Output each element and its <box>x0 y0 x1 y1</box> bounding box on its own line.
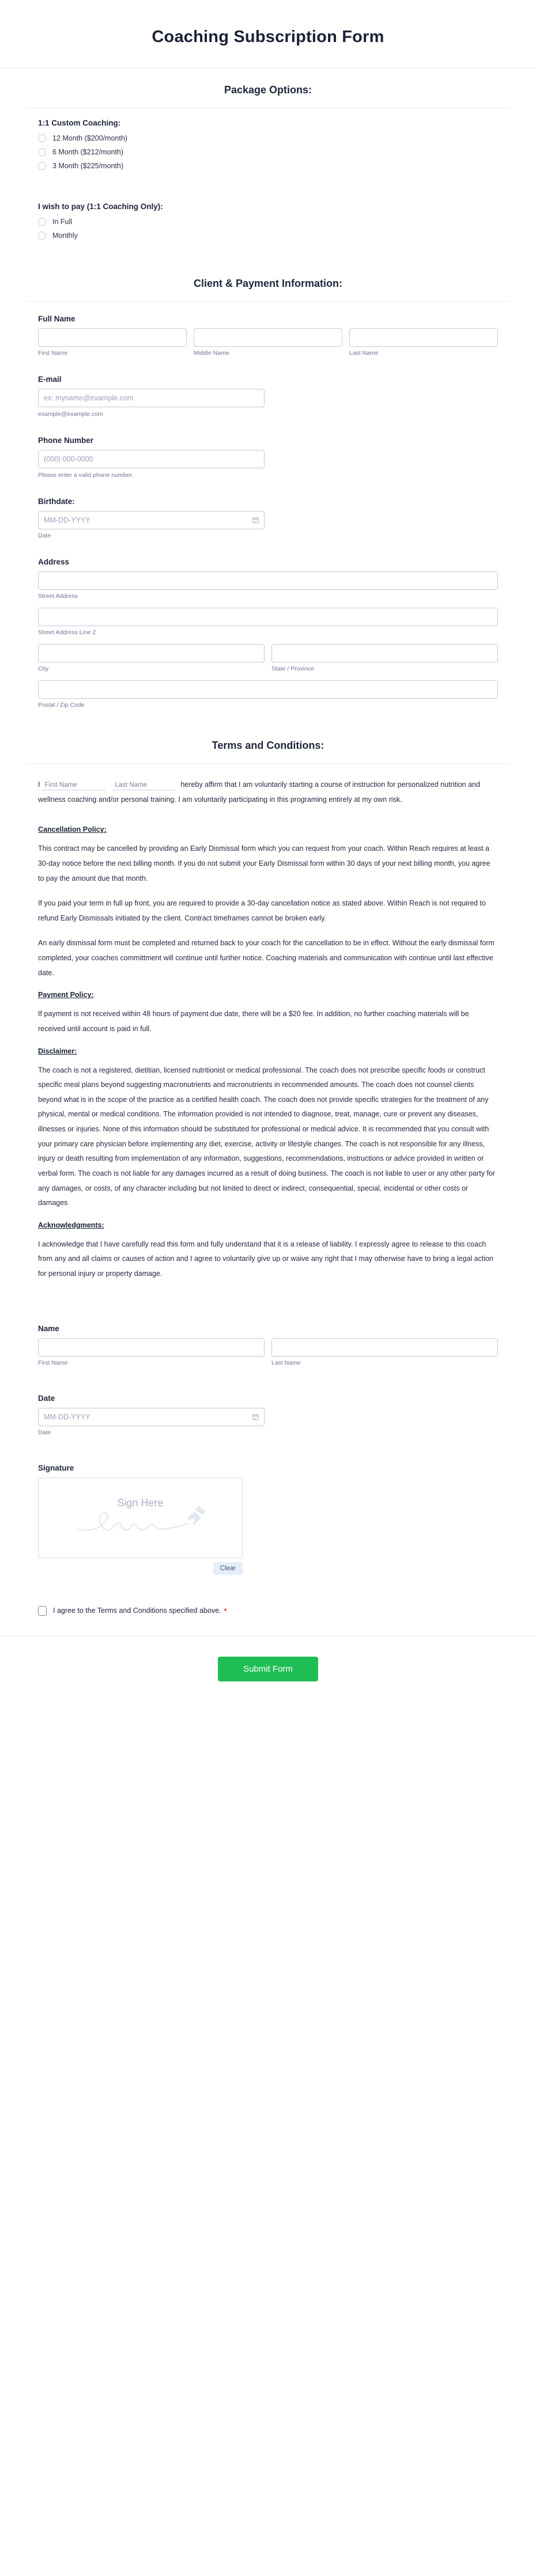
spacer <box>38 418 498 423</box>
sign-here-text: Sign Here <box>117 1497 164 1509</box>
section-header-client-payment <box>0 262 536 301</box>
affirmation-text: hereby affirm that I am voluntarily starting a course of instruction for personalized nutrition and wellness coaching and/or personal training. I am voluntarily participating in this programing entirely at my own risk. <box>38 781 480 804</box>
city-input[interactable] <box>38 644 265 662</box>
submit-form-button[interactable]: Submit Form <box>218 1657 318 1681</box>
spacer <box>38 636 498 644</box>
radio-icon[interactable] <box>38 134 46 142</box>
section-header-package-options <box>0 68 536 108</box>
coaching-term-radio-group <box>38 108 498 177</box>
section-title-package-options: Package Options: <box>224 84 312 96</box>
signoff-date-label: Date <box>38 1393 55 1403</box>
field-signoff-name <box>38 1312 498 1366</box>
field-signature <box>38 1451 498 1575</box>
postal-zip-input[interactable] <box>38 680 498 699</box>
terms-and-conditions-body <box>0 764 536 1297</box>
clear-signature-button[interactable]: Clear <box>213 1562 243 1575</box>
signoff-fieldset <box>0 1297 536 1590</box>
email-label: E-mail <box>38 375 62 384</box>
spacer <box>38 1297 498 1312</box>
signoff-date-input-wrap <box>38 1408 265 1426</box>
affirmation-last-name-input[interactable] <box>112 782 176 790</box>
postal-zip-sublabel: Postal / Zip Code <box>38 702 85 709</box>
birthdate-input-wrap <box>38 511 265 529</box>
address-label: Address <box>38 558 70 566</box>
street-address-line-2-sublabel: Street Address Line 2 <box>38 629 96 636</box>
state-col <box>271 644 498 672</box>
disclaimer-title: Disclaimer: <box>38 1047 77 1055</box>
street-address-line-2-input[interactable] <box>38 608 498 626</box>
first-name-input[interactable] <box>38 328 187 347</box>
field-address <box>38 545 498 709</box>
signature-label: Signature <box>38 1463 74 1472</box>
state-province-input[interactable] <box>271 644 498 662</box>
city-state-row <box>38 644 498 672</box>
radio-option-monthly[interactable] <box>38 232 498 240</box>
radio-option-6-month[interactable] <box>38 148 498 156</box>
spacer <box>38 709 498 723</box>
email-input[interactable] <box>38 389 265 407</box>
spacer <box>38 177 498 192</box>
signoff-first-name-sublabel: First Name <box>38 1359 68 1366</box>
required-asterisk: * <box>224 1606 227 1615</box>
street-address-sublabel: Street Address <box>38 593 78 600</box>
signoff-first-name-input[interactable] <box>38 1338 265 1357</box>
coaching-term-group-label: 1:1 Custom Coaching: <box>38 119 121 127</box>
signoff-first-name-col <box>38 1338 265 1366</box>
birthdate-label: Birthdate: <box>38 497 75 506</box>
first-name-sublabel: First Name <box>38 350 68 357</box>
field-birthdate <box>38 484 498 539</box>
spacer <box>38 1575 498 1590</box>
payment-preference-group-label: I wish to pay (1:1 Coaching Only): <box>38 202 163 211</box>
radio-icon[interactable] <box>38 148 46 156</box>
phone-input[interactable] <box>38 450 265 468</box>
section-header-terms <box>0 723 536 763</box>
page-title: Coaching Subscription Form <box>152 28 384 46</box>
section-title-client-payment: Client & Payment Information: <box>193 278 343 289</box>
state-province-sublabel: State / Province <box>271 665 315 672</box>
payment-preference-radio-group <box>38 192 498 247</box>
affirmation-paragraph <box>38 778 498 807</box>
radio-option-3-month[interactable] <box>38 162 498 170</box>
field-email <box>38 362 498 418</box>
signature-squiggle-icon <box>74 1505 207 1538</box>
signoff-date-sublabel: Date <box>38 1429 51 1436</box>
spacer <box>38 357 498 362</box>
client-information-fieldset <box>0 302 536 723</box>
street-address-input[interactable] <box>38 571 498 590</box>
signature-pad[interactable] <box>38 1478 243 1558</box>
birthdate-date-wrap <box>38 511 265 529</box>
disclaimer-paragraph-1: The coach is not a registered, dietitian, licensed nutritionist or medical professional. The coach does not prescribe specific foods or construct specific meal plans beyond suggesting macronutrients and micronutrients in recommended amounts. The coach does not counsel clients beyond what is in the scope of the practice as a certified health coach. The coach does not provide specific strategies for the treatment of any physical, mental or medical conditions. The information provided is not intended to diagnose, treat, manage, cure or prevent any diseases, illnesses or injuries. None of this information should be substituted for professional or medical advice. It is recommended that you consult with your primary care physician before implementing any diet, exercise, activity or lifestyle changes. The coach is not responsible for any illness, injury or death resulting from implementation of any information, suggestions, recommendations, instructions or advice provided in written or verbal form. The coach is not liable for any damages incurred as a result of doing business. The coach is not liable to user or any other party for any damages, or costs, of any character including but not limited to direct or indirect, consequential, special, incidental or other costs or damages <box>38 1066 496 1207</box>
signoff-name-row <box>38 1338 498 1366</box>
field-phone-number <box>38 423 498 479</box>
email-input-wrap <box>38 389 265 407</box>
spacer <box>38 1366 498 1381</box>
radio-icon[interactable] <box>38 232 46 240</box>
signature-clear-row <box>38 1562 243 1575</box>
signature-placeholder <box>74 1497 207 1538</box>
field-full-name <box>38 302 498 357</box>
radio-icon[interactable] <box>38 162 46 170</box>
signoff-last-name-sublabel: Last Name <box>271 1359 301 1366</box>
signoff-last-name-input[interactable] <box>271 1338 498 1357</box>
radio-option-label: 12 Month ($200/month) <box>52 134 127 142</box>
payment-policy-title: Payment Policy: <box>38 991 94 999</box>
spacer <box>38 1436 498 1451</box>
agreement-row[interactable] <box>0 1590 536 1635</box>
radio-option-label: In Full <box>52 218 73 226</box>
spacer <box>38 539 498 545</box>
acknowledgments-paragraph-1: I acknowledge that I have carefully read this form and fully understand that it is a release of liability. I expressly agree to release to this coach from any and all claims or causes of action and I agree to voluntarily give up or waive any right that I may otherwise have to bring a legal action for personal injury or property damage. <box>38 1240 494 1278</box>
acknowledgments-title: Acknowledgments: <box>38 1221 104 1229</box>
radio-option-label: Monthly <box>52 232 78 240</box>
spacer <box>38 672 498 680</box>
field-signoff-date <box>38 1381 498 1436</box>
middle-name-sublabel: Middle Name <box>194 350 229 357</box>
submit-row <box>0 1636 536 1716</box>
cancellation-policy-paragraph-1: This contract may be cancelled by providing an Early Dismissal form which you can request from your coach. Within Reach requires at least a 30-day notice before the next billing month. If you do not submit your Early Dismissal form within 30 days of your next billing month, you agree to pay the amount due that month. <box>38 844 490 882</box>
signoff-last-name-col <box>271 1338 498 1366</box>
payment-policy-paragraph-1: If payment is not received within 48 hours of payment due date, there will be a $20 fee. In addition, no further coaching materials will be received until account is paid in full. <box>38 1010 469 1033</box>
package-options-fieldset <box>0 108 536 262</box>
birthdate-input[interactable] <box>38 511 265 529</box>
spacer <box>38 817 498 825</box>
radio-option-in-full[interactable] <box>38 218 498 226</box>
signoff-name-label: Name <box>38 1324 59 1333</box>
radio-option-12-month[interactable] <box>38 134 498 142</box>
spacer <box>38 600 498 608</box>
middle-name-input[interactable] <box>194 328 342 347</box>
radio-icon[interactable] <box>38 218 46 226</box>
cancellation-policy-title: Cancellation Policy: <box>38 825 107 834</box>
spacer <box>38 479 498 484</box>
birthdate-sublabel: Date <box>38 532 51 539</box>
city-col <box>38 644 265 672</box>
first-name-col <box>38 328 187 357</box>
email-hint: example@example.com <box>38 411 103 418</box>
affirmation-prefix: I <box>38 781 40 789</box>
form-header <box>0 0 536 68</box>
city-sublabel: City <box>38 665 49 672</box>
phone-label: Phone Number <box>38 436 94 445</box>
radio-option-label: 3 Month ($225/month) <box>52 162 123 170</box>
section-title-terms: Terms and Conditions: <box>212 740 324 751</box>
full-name-row <box>38 328 498 357</box>
agreement-label: I agree to the Terms and Conditions specified above. <box>53 1607 221 1615</box>
full-name-label: Full Name <box>38 315 76 323</box>
phone-hint: Please enter a valid phone number. <box>38 472 134 479</box>
last-name-input[interactable] <box>349 328 498 347</box>
cancellation-policy-paragraph-3: An early dismissal form must be completed and returned back to your coach for the cancellation to be in effect. Without the early dismissal form completed, your coaches committment will continue until further notice. Coaching materials and communication with continue until last effective date. <box>38 939 495 977</box>
affirmation-first-name-input[interactable] <box>42 782 105 790</box>
phone-input-wrap <box>38 450 265 468</box>
radio-option-label: 6 Month ($212/month) <box>52 148 123 156</box>
agreement-checkbox[interactable] <box>38 1606 47 1616</box>
last-name-sublabel: Last Name <box>349 350 379 357</box>
last-name-col <box>349 328 498 357</box>
pen-nib-icon <box>187 1506 206 1525</box>
middle-name-col <box>194 328 342 357</box>
signoff-date-wrap <box>38 1408 265 1426</box>
spacer <box>38 247 498 262</box>
cancellation-policy-paragraph-2: If you paid your term in full up front, you are required to provide a 30-day cancellation notice as stated above. Within Reach is not required to refund Early Dismissals initiated by the client. Contract timeframes cannot be broken early. <box>38 899 486 922</box>
signoff-date-input[interactable] <box>38 1408 265 1426</box>
